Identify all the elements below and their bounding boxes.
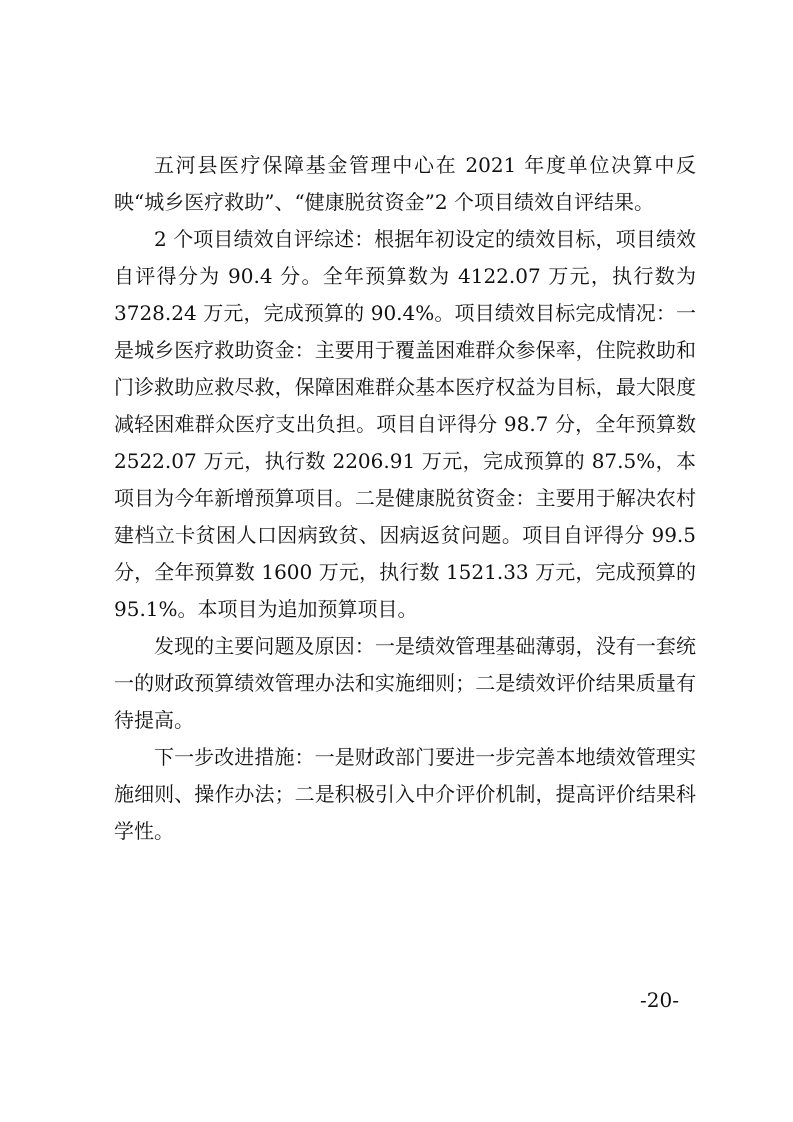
- paragraph-measures: 下一步改进措施：一是财政部门要进一步完善本地绩效管理实施细则、操作办法；二是积极引入中介评价机制，提高评价结果科学性。: [114, 745, 696, 843]
- paragraph-summary: 2 个项目绩效自评综述：根据年初设定的绩效目标，项目绩效自评得分为 90.4 分。全年预算数为 4122.07 万元，执行数为 3728.24 万元，完成预算的 90.4%。项目绩效目标完成情况：一是城乡医疗救助资金：主要用于覆盖困难群众参保率，住院救助和门诊救助应救尽救，保障困难群众基本医疗权益为目标，最大限度减轻困难群众医疗支出负担。项目自评得分 98.7 分，全年预算数 2522.07 万元，执行数 2206.91 万元，完成预算的 87.5%，本项目为今年新增预算项目。二是健康脱贫资金：主要用于解决农村建档立卡贫困人口因病致贫、因病返贫问题。项目自评得分 99.5 分，全年预算数 1600 万元，执行数 1521.33 万元，完成预算的 95.1%。本项目为追加预算项目。: [114, 227, 696, 621]
- paragraph-intro: 五河县医疗保障基金管理中心在 2021 年度单位决算中反映“城乡医疗救助”、“健康脱贫资金”2 个项目绩效自评结果。: [114, 153, 696, 214]
- document-body: [114, 147, 696, 850]
- paragraph-problems: 发现的主要问题及原因：一是绩效管理基础薄弱，没有一套统一的财政预算绩效管理办法和实施细则；二是绩效评价结果质量有待提高。: [114, 634, 696, 732]
- page-number: -20-: [640, 988, 679, 1012]
